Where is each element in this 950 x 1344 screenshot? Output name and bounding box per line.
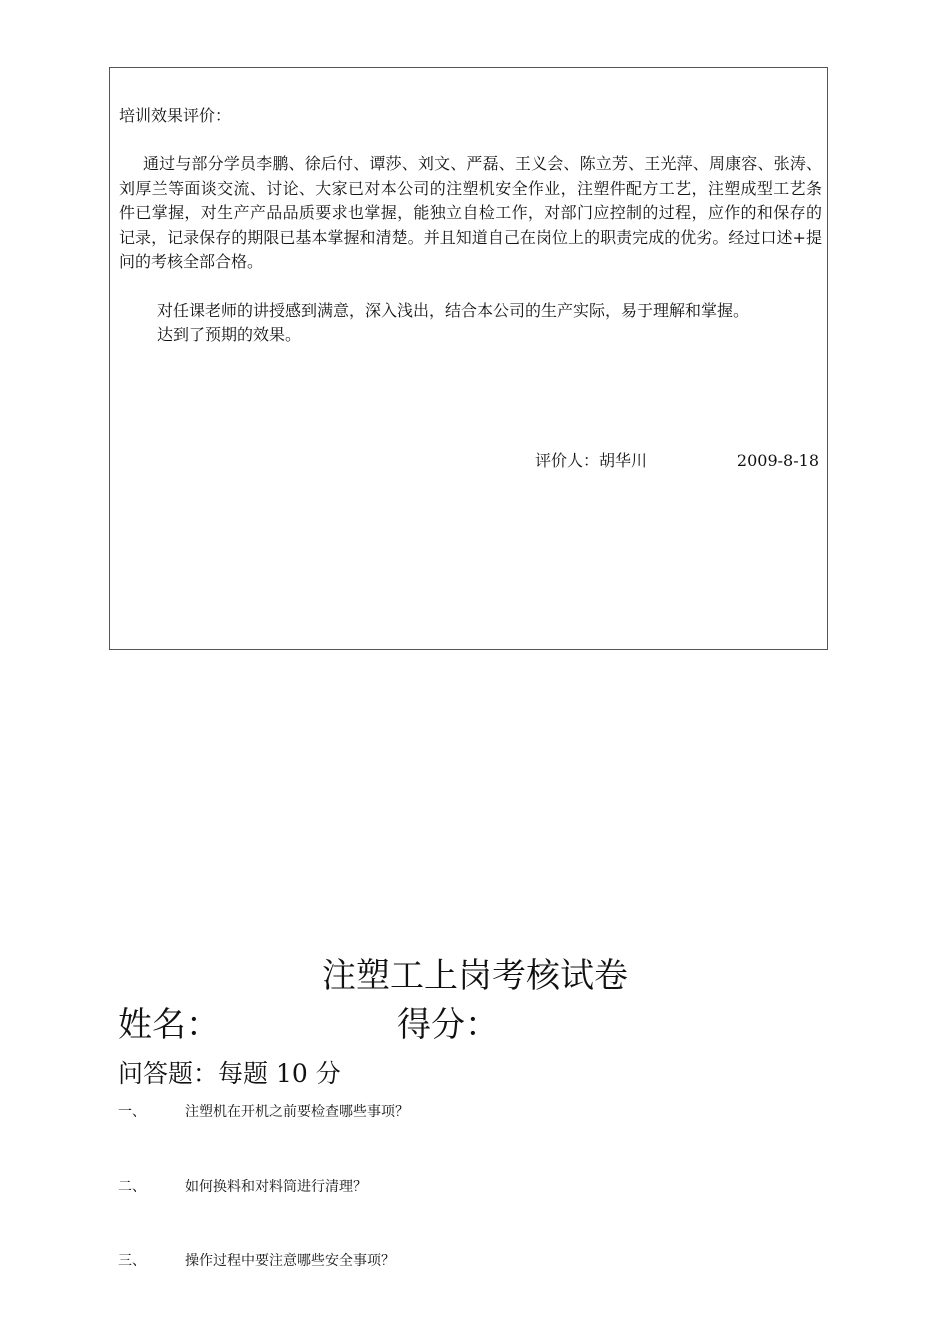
evaluation-date: 2009-8-18 bbox=[736, 451, 819, 470]
evaluation-box bbox=[109, 67, 828, 650]
name-label: 姓名： bbox=[118, 1005, 220, 1045]
evaluation-paragraph: 达到了预期的效果。 bbox=[157, 325, 302, 344]
question-text: 注塑机在开机之前要检查哪些事项？ bbox=[185, 1104, 409, 1120]
section-heading: 问答题：每题 10 分 bbox=[118, 1059, 341, 1088]
question-number: 二、 bbox=[118, 1179, 146, 1195]
exam-title: 注塑工上岗考核试卷 bbox=[322, 956, 628, 996]
question-text: 操作过程中要注意哪些安全事项？ bbox=[185, 1253, 395, 1269]
question-number: 一、 bbox=[118, 1104, 146, 1120]
question-item bbox=[118, 1102, 409, 1122]
question-item bbox=[118, 1177, 367, 1197]
evaluation-paragraph: 对任课老师的讲授感到满意，深入浅出，结合本公司的生产实际，易于理解和掌握。 bbox=[157, 300, 750, 320]
question-item bbox=[118, 1251, 395, 1271]
evaluation-paragraph: 通过与部分学员李鹏、徐后付、谭莎、刘文、严磊、王义会、陈立芳、王光萍、周康容、张涛、刘厚兰等面谈交流、讨论、大家已对本公司的注塑机安全作业，注塑件配方工艺，注塑成型工艺条件已掌握，对生产产品品质要求也掌握，能独立自检工作，对部门应控制的过程，应作的和保存的记录，记录保存的期限已基本掌握和清楚。并且知道自己在岗位上的职责完成的优劣。经过口述+提问的考核全部合格。 bbox=[119, 154, 822, 271]
score-label: 得分： bbox=[397, 1005, 499, 1045]
question-number: 三、 bbox=[118, 1253, 146, 1269]
evaluation-body bbox=[119, 152, 822, 348]
question-text: 如何换料和对料筒进行清理？ bbox=[185, 1179, 367, 1195]
evaluation-label: 培训效果评价： bbox=[119, 106, 232, 125]
evaluator-signature: 评价人：胡华川 bbox=[535, 451, 648, 470]
